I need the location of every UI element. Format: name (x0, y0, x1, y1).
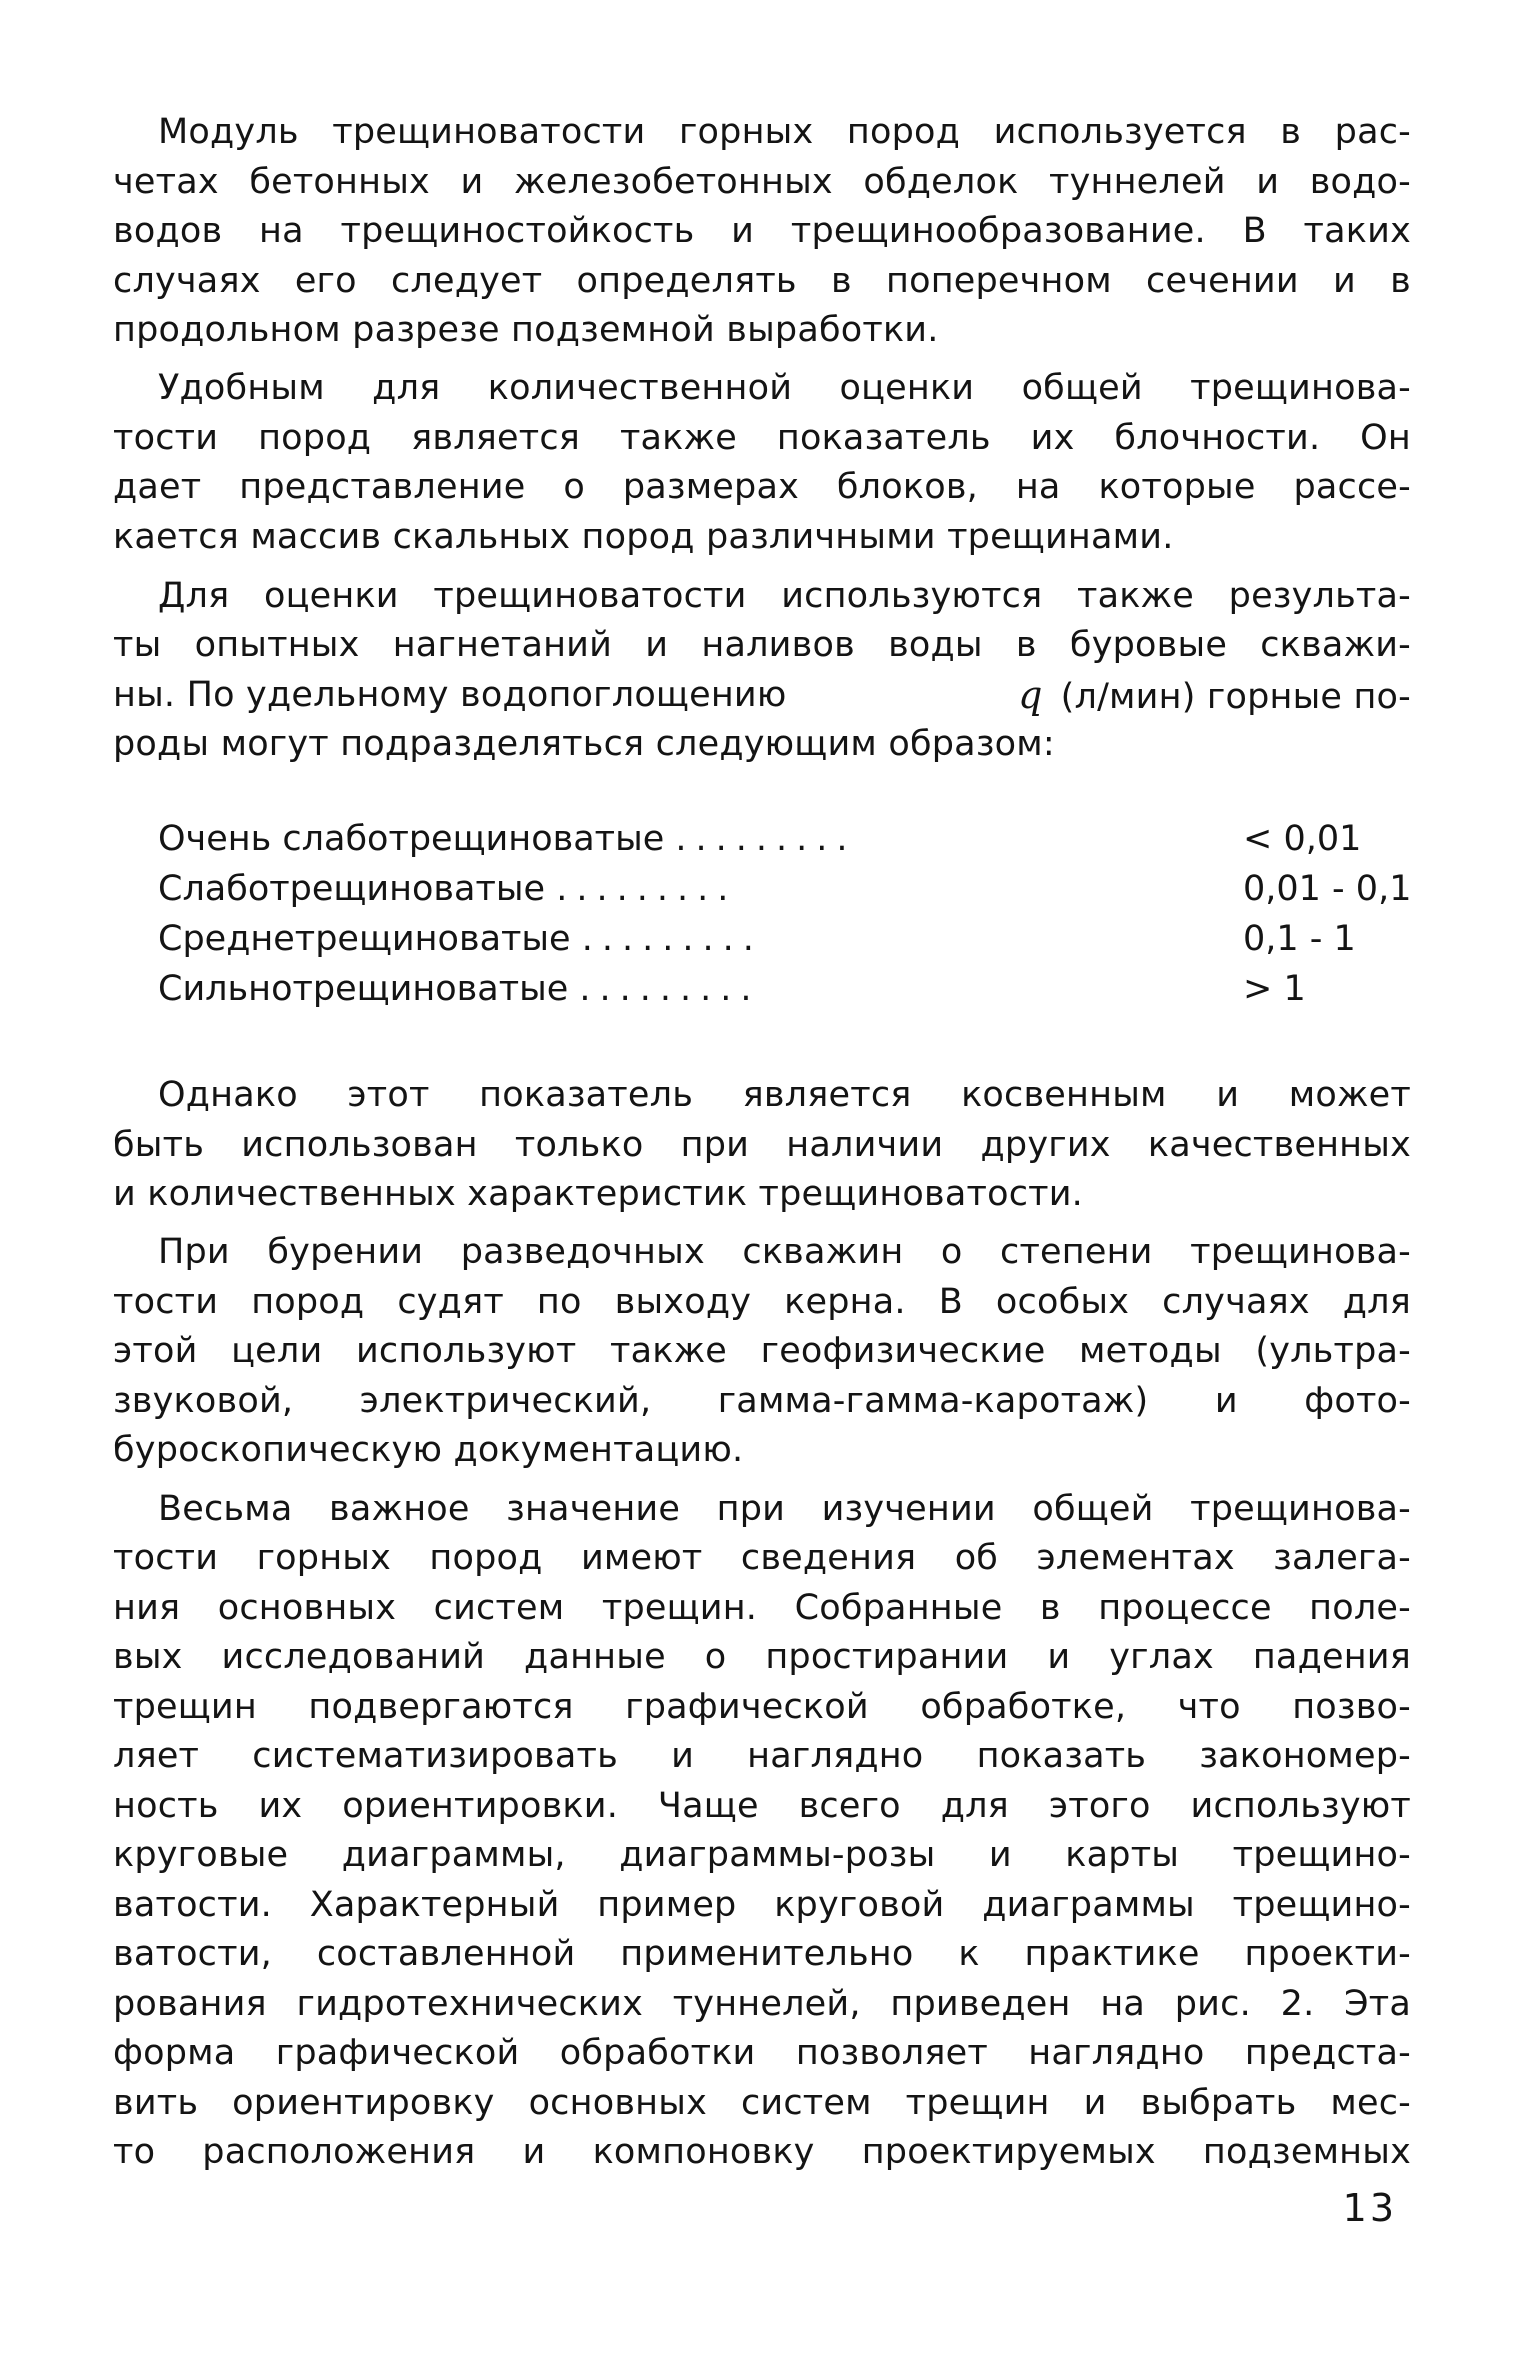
text-line: ляет систематизировать и наглядно показать закономер- (113, 1736, 1411, 1776)
text-line: Модуль трещиноватости горных пород используется в рас- (158, 112, 1411, 152)
classification-label: Сильнотрещиноватые ......... (158, 969, 761, 1009)
text-line: вить ориентировку основных систем трещин и выбрать мес- (113, 2083, 1411, 2123)
text-line: При бурении разведочных скважин о степени трещинова- (158, 1232, 1411, 1272)
text-line: буроскопическую документацию. (113, 1430, 744, 1470)
text-line: звуковой, электрический, гамма-гамма-каротаж) и фото- (113, 1381, 1411, 1421)
text-line: круговые диаграммы, диаграммы-розы и карты трещино- (113, 1835, 1411, 1875)
classification-row (158, 965, 1398, 1013)
text-line: трещин подвергаются графической обработке, что позво- (113, 1687, 1411, 1727)
classification-value: > 1 (1243, 969, 1306, 1009)
text-line-end: (л/мин) горные по- (1060, 677, 1411, 717)
text-line: Однако этот показатель является косвенным и может (158, 1075, 1411, 1115)
text-line: четах бетонных и железобетонных обделок туннелей и водо- (113, 162, 1411, 202)
text-line-with-symbol (113, 672, 1411, 718)
classification-value: 0,1 - 1 (1243, 919, 1356, 959)
q-symbol: q (1018, 673, 1043, 717)
text-line: и количественных характеристик трещиноватости. (113, 1174, 1084, 1214)
classification-row (158, 865, 1412, 913)
text-line: быть использован только при наличии других качественных (113, 1125, 1411, 1165)
text-line: ность их ориентировки. Чаще всего для этого используют (113, 1786, 1411, 1826)
text-line: дает представление о размерах блоков, на которые рассе- (113, 467, 1411, 507)
text-line: Весьма важное значение при изучении общей трещинова- (158, 1489, 1411, 1529)
text-line: продольном разрезе подземной выработки. (113, 310, 939, 350)
classification-label: Слаботрещиноватые ......... (158, 869, 738, 909)
text-line: ватости. Характерный пример круговой диаграммы трещино- (113, 1885, 1411, 1925)
classification-value: 0,01 - 0,1 (1243, 869, 1412, 909)
text-line: водов на трещиностойкость и трещинообразование. В таких (113, 211, 1411, 251)
text-line: то расположения и компоновку проектируемых подземных (113, 2132, 1411, 2172)
classification-row (158, 915, 1398, 963)
text-line: ватости, составленной применительно к практике проекти- (113, 1934, 1411, 1974)
classification-value: < 0,01 (1243, 819, 1362, 859)
text-line: тости пород судят по выходу керна. В особых случаях для (113, 1282, 1411, 1322)
text-line: тости горных пород имеют сведения об элементах залега- (113, 1538, 1411, 1578)
text-line: рования гидротехнических туннелей, приведен на рис. 2. Эта (113, 1984, 1411, 2024)
classification-label: Среднетрещиноватые ......... (158, 919, 763, 959)
text-line: ния основных систем трещин. Собранные в процессе поле- (113, 1588, 1411, 1628)
text-line: кается массив скальных пород различными трещинами. (113, 517, 1174, 557)
text-line: вых исследований данные о простирании и углах падения (113, 1637, 1411, 1677)
text-line: ты опытных нагнетаний и наливов воды в буровые скважи- (113, 625, 1411, 665)
text-line: Удобным для количественной оценки общей трещинова- (158, 368, 1411, 408)
text-line: форма графической обработки позволяет наглядно предста- (113, 2033, 1411, 2073)
text-line: тости пород является также показатель их блочности. Он (113, 418, 1411, 458)
text-line: этой цели используют также геофизические методы (ультра- (113, 1331, 1411, 1371)
classification-row (158, 815, 1398, 863)
classification-label: Очень слаботрещиноватые ......... (158, 819, 857, 859)
water-absorption-symbol-group (978, 672, 1411, 718)
text-line: роды могут подразделяться следующим образом: (113, 724, 1055, 764)
text-line-start: ны. По удельному водопоглощению (113, 675, 787, 715)
text-line: случаях его следует определять в поперечном сечении и в (113, 261, 1411, 301)
text-line: Для оценки трещиноватости используются также результа- (158, 576, 1411, 616)
page-number: 13 (1342, 2186, 1397, 2230)
